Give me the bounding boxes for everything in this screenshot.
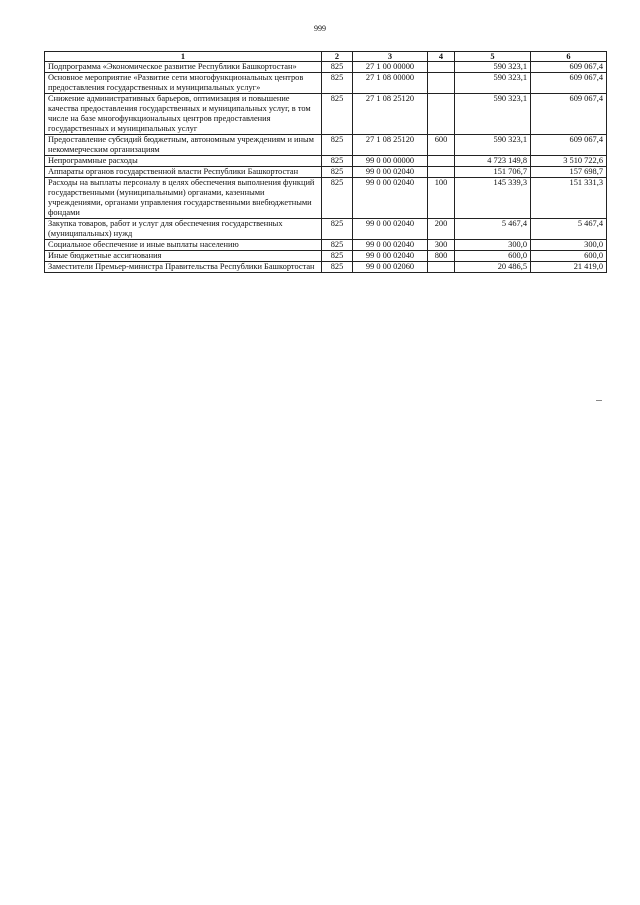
table-row bbox=[45, 156, 607, 167]
row-ved-cell: 825 bbox=[322, 240, 353, 251]
row-name-cell: Аппараты органов государственной власти Республики Башкортостан bbox=[45, 167, 322, 178]
row-name-cell: Социальное обеспечение и иные выплаты населению bbox=[45, 240, 322, 251]
row-vr-cell bbox=[428, 73, 455, 94]
row-vr-cell: 200 bbox=[428, 219, 455, 240]
row-sum2-cell: 609 067,4 bbox=[531, 62, 607, 73]
row-sum2-cell: 3 510 722,6 bbox=[531, 156, 607, 167]
row-vr-cell bbox=[428, 62, 455, 73]
scan-mark bbox=[596, 400, 602, 401]
row-sum1-cell: 600,0 bbox=[455, 251, 531, 262]
row-sum2-cell: 5 467,4 bbox=[531, 219, 607, 240]
row-ved-cell: 825 bbox=[322, 167, 353, 178]
column-header: 5 bbox=[455, 52, 531, 62]
row-sum2-cell: 151 331,3 bbox=[531, 178, 607, 219]
table-row bbox=[45, 219, 607, 240]
table-body bbox=[45, 62, 607, 273]
row-name-cell: Снижение административных барьеров, оптимизация и повышение качества предоставления государственных и муниципальных услуг, в том числе на базе многофункциональных центров предоставления государственных и муниципальных услуг bbox=[45, 94, 322, 135]
row-csr-cell: 27 1 08 25120 bbox=[353, 94, 428, 135]
row-ved-cell: 825 bbox=[322, 178, 353, 219]
row-ved-cell: 825 bbox=[322, 262, 353, 273]
row-sum2-cell: 21 419,0 bbox=[531, 262, 607, 273]
row-name-cell: Иные бюджетные ассигнования bbox=[45, 251, 322, 262]
row-csr-cell: 27 1 08 25120 bbox=[353, 135, 428, 156]
table-header bbox=[45, 52, 607, 62]
row-name-cell: Основное мероприятие «Развитие сети многофункциональных центров предоставления государственных и муниципальных услуг» bbox=[45, 73, 322, 94]
table-row bbox=[45, 62, 607, 73]
row-sum1-cell: 20 486,5 bbox=[455, 262, 531, 273]
table-row bbox=[45, 135, 607, 156]
table-header-row bbox=[45, 52, 607, 62]
row-sum1-cell: 151 706,7 bbox=[455, 167, 531, 178]
row-ved-cell: 825 bbox=[322, 219, 353, 240]
table-row bbox=[45, 167, 607, 178]
row-vr-cell bbox=[428, 262, 455, 273]
row-sum1-cell: 300,0 bbox=[455, 240, 531, 251]
row-csr-cell: 27 1 08 00000 bbox=[353, 73, 428, 94]
row-name-cell: Подпрограмма «Экономическое развитие Республики Башкортостан» bbox=[45, 62, 322, 73]
row-csr-cell: 27 1 00 00000 bbox=[353, 62, 428, 73]
row-vr-cell: 100 bbox=[428, 178, 455, 219]
row-sum1-cell: 590 323,1 bbox=[455, 62, 531, 73]
row-ved-cell: 825 bbox=[322, 94, 353, 135]
column-header: 2 bbox=[322, 52, 353, 62]
row-ved-cell: 825 bbox=[322, 156, 353, 167]
row-sum1-cell: 590 323,1 bbox=[455, 135, 531, 156]
row-vr-cell bbox=[428, 94, 455, 135]
table-row bbox=[45, 240, 607, 251]
table-row bbox=[45, 178, 607, 219]
table-row bbox=[45, 73, 607, 94]
row-sum1-cell: 145 339,3 bbox=[455, 178, 531, 219]
row-ved-cell: 825 bbox=[322, 251, 353, 262]
row-csr-cell: 99 0 00 02040 bbox=[353, 178, 428, 219]
column-header: 3 bbox=[353, 52, 428, 62]
column-header: 1 bbox=[45, 52, 322, 62]
row-csr-cell: 99 0 00 02040 bbox=[353, 219, 428, 240]
row-sum2-cell: 609 067,4 bbox=[531, 135, 607, 156]
budget-table bbox=[44, 51, 607, 273]
row-vr-cell: 800 bbox=[428, 251, 455, 262]
column-header: 4 bbox=[428, 52, 455, 62]
row-sum2-cell: 600,0 bbox=[531, 251, 607, 262]
row-csr-cell: 99 0 00 02040 bbox=[353, 167, 428, 178]
row-sum1-cell: 5 467,4 bbox=[455, 219, 531, 240]
row-vr-cell bbox=[428, 156, 455, 167]
row-ved-cell: 825 bbox=[322, 135, 353, 156]
row-ved-cell: 825 bbox=[322, 62, 353, 73]
table-row bbox=[45, 94, 607, 135]
row-csr-cell: 99 0 00 00000 bbox=[353, 156, 428, 167]
row-name-cell: Непрограммные расходы bbox=[45, 156, 322, 167]
row-sum1-cell: 590 323,1 bbox=[455, 73, 531, 94]
row-ved-cell: 825 bbox=[322, 73, 353, 94]
table-row bbox=[45, 251, 607, 262]
column-header: 6 bbox=[531, 52, 607, 62]
row-csr-cell: 99 0 00 02040 bbox=[353, 251, 428, 262]
row-name-cell: Предоставление субсидий бюджетным, автономным учреждениям и иным некоммерческим организациям bbox=[45, 135, 322, 156]
row-vr-cell bbox=[428, 167, 455, 178]
table-row bbox=[45, 262, 607, 273]
row-sum2-cell: 300,0 bbox=[531, 240, 607, 251]
row-sum1-cell: 590 323,1 bbox=[455, 94, 531, 135]
row-sum1-cell: 4 723 149,8 bbox=[455, 156, 531, 167]
row-vr-cell: 300 bbox=[428, 240, 455, 251]
page-number: 999 bbox=[314, 24, 326, 33]
row-csr-cell: 99 0 00 02060 bbox=[353, 262, 428, 273]
row-name-cell: Заместители Премьер-министра Правительства Республики Башкортостан bbox=[45, 262, 322, 273]
row-name-cell: Закупка товаров, работ и услуг для обеспечения государственных (муниципальных) нужд bbox=[45, 219, 322, 240]
row-vr-cell: 600 bbox=[428, 135, 455, 156]
row-sum2-cell: 157 698,7 bbox=[531, 167, 607, 178]
row-name-cell: Расходы на выплаты персоналу в целях обеспечения выполнения функций государственными (муниципальными) органами, казенными учреждениями, органами управления государственными внебюджетными фондами bbox=[45, 178, 322, 219]
row-sum2-cell: 609 067,4 bbox=[531, 94, 607, 135]
row-csr-cell: 99 0 00 02040 bbox=[353, 240, 428, 251]
row-sum2-cell: 609 067,4 bbox=[531, 73, 607, 94]
